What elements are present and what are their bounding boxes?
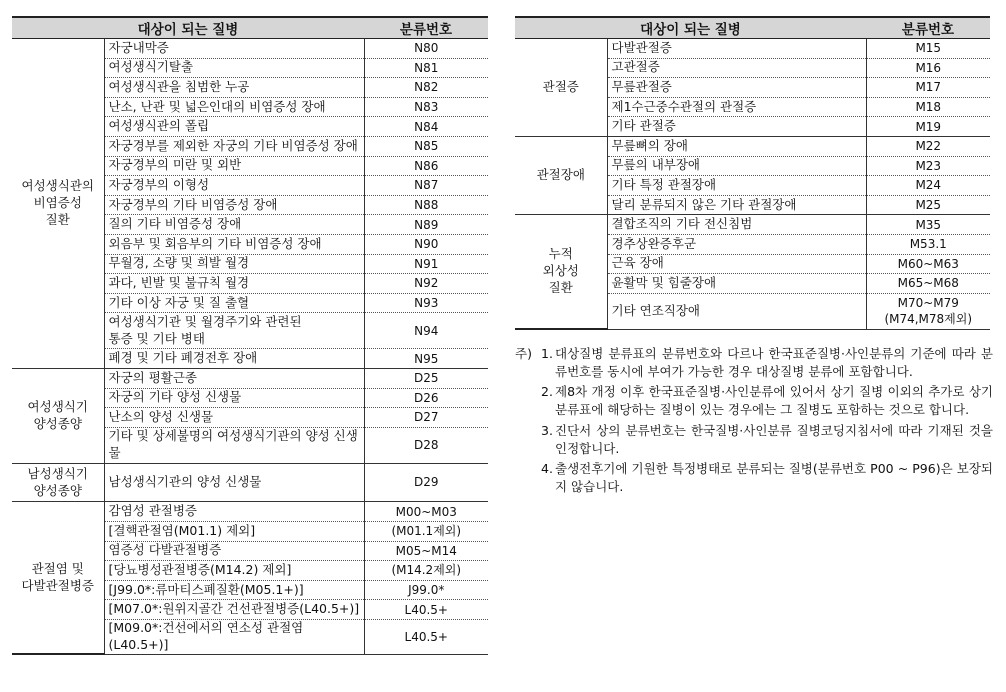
- disease-name: 자궁내막증: [104, 39, 364, 59]
- disease-name: 난소, 난관 및 넓은인대의 비염증성 장애: [104, 97, 364, 117]
- disease-name: 경추상완증후군: [607, 234, 866, 254]
- footnote-text: 출생전후기에 기원한 특정병태로 분류되는 질병(분류번호 P00 ~ P96)은 보장되지 않습니다.: [555, 460, 993, 494]
- classification-code: N84: [364, 117, 488, 137]
- classification-code: M60~M63: [866, 254, 990, 274]
- classification-code: D27: [364, 408, 488, 428]
- disease-name: 기타 관절증: [607, 117, 866, 137]
- disease-name: 무릎뼈의 장애: [607, 136, 866, 156]
- classification-code: M16: [866, 58, 990, 78]
- classification-code: N92: [364, 274, 488, 294]
- disease-name: [당뇨병성관절병증(M14.2) 제외]: [104, 561, 364, 581]
- classification-code: N93: [364, 293, 488, 313]
- classification-code: M53.1: [866, 234, 990, 254]
- group-label: 여성생식기 양성종양: [12, 368, 104, 463]
- disease-name: 윤활막 및 힘줄장애: [607, 274, 866, 294]
- disease-name: 자궁의 기타 양성 신생물: [104, 388, 364, 408]
- disease-name: [J99.0*:류마티스폐질환(M05.1+)]: [104, 580, 364, 600]
- disease-name: 염증성 다발관절병증: [104, 541, 364, 561]
- disease-name: 기타 연조직장애: [607, 293, 866, 329]
- disease-name: 다발관절증: [607, 39, 866, 59]
- disease-name: 감염성 관절병증: [104, 502, 364, 522]
- classification-code: M17: [866, 78, 990, 98]
- disease-name: 자궁경부의 미란 및 외반: [104, 156, 364, 176]
- right-disease-table: [515, 16, 990, 330]
- classification-code: (M01.1제외): [364, 522, 488, 542]
- table-row: [12, 368, 488, 388]
- classification-code: N95: [364, 349, 488, 369]
- disease-name: 자궁경부의 기타 비염증성 장애: [104, 195, 364, 215]
- footnote-number: 2.: [541, 384, 553, 400]
- classification-code: M22: [866, 136, 990, 156]
- disease-name: 외음부 및 회음부의 기타 비염증성 장애: [104, 234, 364, 254]
- classification-code: N82: [364, 78, 488, 98]
- classification-code: D25: [364, 368, 488, 388]
- code-header: 분류번호: [364, 17, 488, 39]
- disease-name: 무월경, 소량 및 희발 월경: [104, 254, 364, 274]
- table-row: [12, 502, 488, 522]
- disease-name: 자궁의 평활근종: [104, 368, 364, 388]
- footnote-number: 1.: [541, 346, 553, 361]
- disease-name: 자궁경부의 이형성: [104, 176, 364, 196]
- disease-name: 달리 분류되지 않은 기타 관절장애: [607, 195, 866, 215]
- classification-code: M19: [866, 117, 990, 137]
- disease-name: [M09.0*:건선에서의 연소성 관절염(L40.5+)]: [104, 620, 364, 655]
- footnote-item: [515, 383, 993, 419]
- disease-name: 과다, 빈발 및 불규칙 월경: [104, 274, 364, 294]
- disease-name: 기타 이상 자궁 및 질 출혈: [104, 293, 364, 313]
- disease-name: 여성생식기관 및 월경주기와 관련된 통증 및 기타 병태: [104, 313, 364, 349]
- classification-code: N83: [364, 97, 488, 117]
- disease-name: 난소의 양성 신생물: [104, 408, 364, 428]
- disease-name: 여성생식관을 침범한 누공: [104, 78, 364, 98]
- disease-name: 무릎의 내부장애: [607, 156, 866, 176]
- classification-code: M24: [866, 176, 990, 196]
- disease-name: 기타 및 상세불명의 여성생식기관의 양성 신생물: [104, 427, 364, 463]
- classification-code: J99.0*: [364, 580, 488, 600]
- disease-name: 제1수근중수관절의 관절증: [607, 97, 866, 117]
- classification-code: M25: [866, 195, 990, 215]
- classification-code: N80: [364, 39, 488, 59]
- table-row: [12, 39, 488, 59]
- classification-code: (M14.2제외): [364, 561, 488, 581]
- footnotes: [515, 345, 993, 498]
- classification-code: D26: [364, 388, 488, 408]
- group-label: 관절증: [515, 39, 607, 137]
- classification-code: N91: [364, 254, 488, 274]
- footnote-number: 3.: [541, 422, 553, 438]
- classification-code: D28: [364, 427, 488, 463]
- disease-header: 대상이 되는 질병: [12, 17, 364, 39]
- footnote-text: 제8차 개정 이후 한국표준질병·사인분류에 있어서 상기 질병 이외의 추가로 상기 분류표에 해당하는 질병이 있는 경우에는 그 질병도 포함하는 것으로 합니다.: [555, 384, 993, 418]
- classification-code: L40.5+: [364, 620, 488, 655]
- group-label: 여성생식관의 비염증성 질환: [12, 39, 104, 369]
- classification-code: N87: [364, 176, 488, 196]
- disease-name: 기타 특정 관절장애: [607, 176, 866, 196]
- footnote-text: 진단서 상의 분류번호는 한국질병·사인분류 질병코딩지침서에 따라 기재된 것을 인정합니다.: [555, 422, 993, 456]
- classification-code: N89: [364, 215, 488, 235]
- disease-name: 무릎관절증: [607, 78, 866, 98]
- classification-code: N86: [364, 156, 488, 176]
- disease-name: 고관절증: [607, 58, 866, 78]
- left-table-header-row: [12, 17, 488, 39]
- footnote-item: [515, 422, 993, 458]
- classification-code: D29: [364, 463, 488, 502]
- table-row: [515, 39, 990, 59]
- disease-header: 대상이 되는 질병: [515, 17, 866, 39]
- classification-code: N85: [364, 136, 488, 156]
- group-label: 관절장애: [515, 136, 607, 214]
- disease-name: 결합조직의 기타 전신침범: [607, 215, 866, 235]
- disease-name: 여성생식기탈출: [104, 58, 364, 78]
- classification-code: L40.5+: [364, 600, 488, 620]
- classification-code: M23: [866, 156, 990, 176]
- disease-name: 자궁경부를 제외한 자궁의 기타 비염증성 장애: [104, 136, 364, 156]
- footnote-number: 4.: [541, 460, 553, 476]
- disease-name: 폐경 및 기타 폐경전후 장애: [104, 349, 364, 369]
- group-label: 남성생식기 양성종양: [12, 463, 104, 502]
- classification-code: N90: [364, 234, 488, 254]
- classification-code: M15: [866, 39, 990, 59]
- disease-name: [결핵관절염(M01.1) 제외]: [104, 522, 364, 542]
- disease-name: [M07.0*:원위지골간 건선관절병증(L40.5+)]: [104, 600, 364, 620]
- footnote-item: [515, 460, 993, 496]
- disease-name: 여성생식관의 폴립: [104, 117, 364, 137]
- group-label: 관절염 및 다발관절병증: [12, 502, 104, 654]
- left-disease-table: [12, 16, 488, 655]
- disease-name: 남성생식기관의 양성 신생물: [104, 463, 364, 502]
- table-row: [12, 463, 488, 502]
- classification-code: M18: [866, 97, 990, 117]
- classification-code: N94: [364, 313, 488, 349]
- classification-code: M70~M79 (M74,M78제외): [866, 293, 990, 329]
- classification-code: N81: [364, 58, 488, 78]
- footnote-item: [515, 345, 993, 381]
- classification-code: M35: [866, 215, 990, 235]
- classification-code: N88: [364, 195, 488, 215]
- classification-code: M65~M68: [866, 274, 990, 294]
- classification-code: M05~M14: [364, 541, 488, 561]
- footnote-text: 대상질병 분류표의 분류번호와 다르나 한국표준질병·사인분류의 기준에 따라 분류번호를 동시에 부여가 가능한 경우 대상질병 분류에 포함합니다.: [555, 346, 993, 380]
- disease-name: 질의 기타 비염증성 장애: [104, 215, 364, 235]
- table-row: [515, 136, 990, 156]
- disease-name: 근육 장애: [607, 254, 866, 274]
- table-row: [515, 215, 990, 235]
- right-table-header-row: [515, 17, 990, 39]
- classification-code: M00~M03: [364, 502, 488, 522]
- group-label: 누적 외상성 질환: [515, 215, 607, 329]
- code-header: 분류번호: [866, 17, 990, 39]
- footnote-prefix: 주): [515, 346, 532, 361]
